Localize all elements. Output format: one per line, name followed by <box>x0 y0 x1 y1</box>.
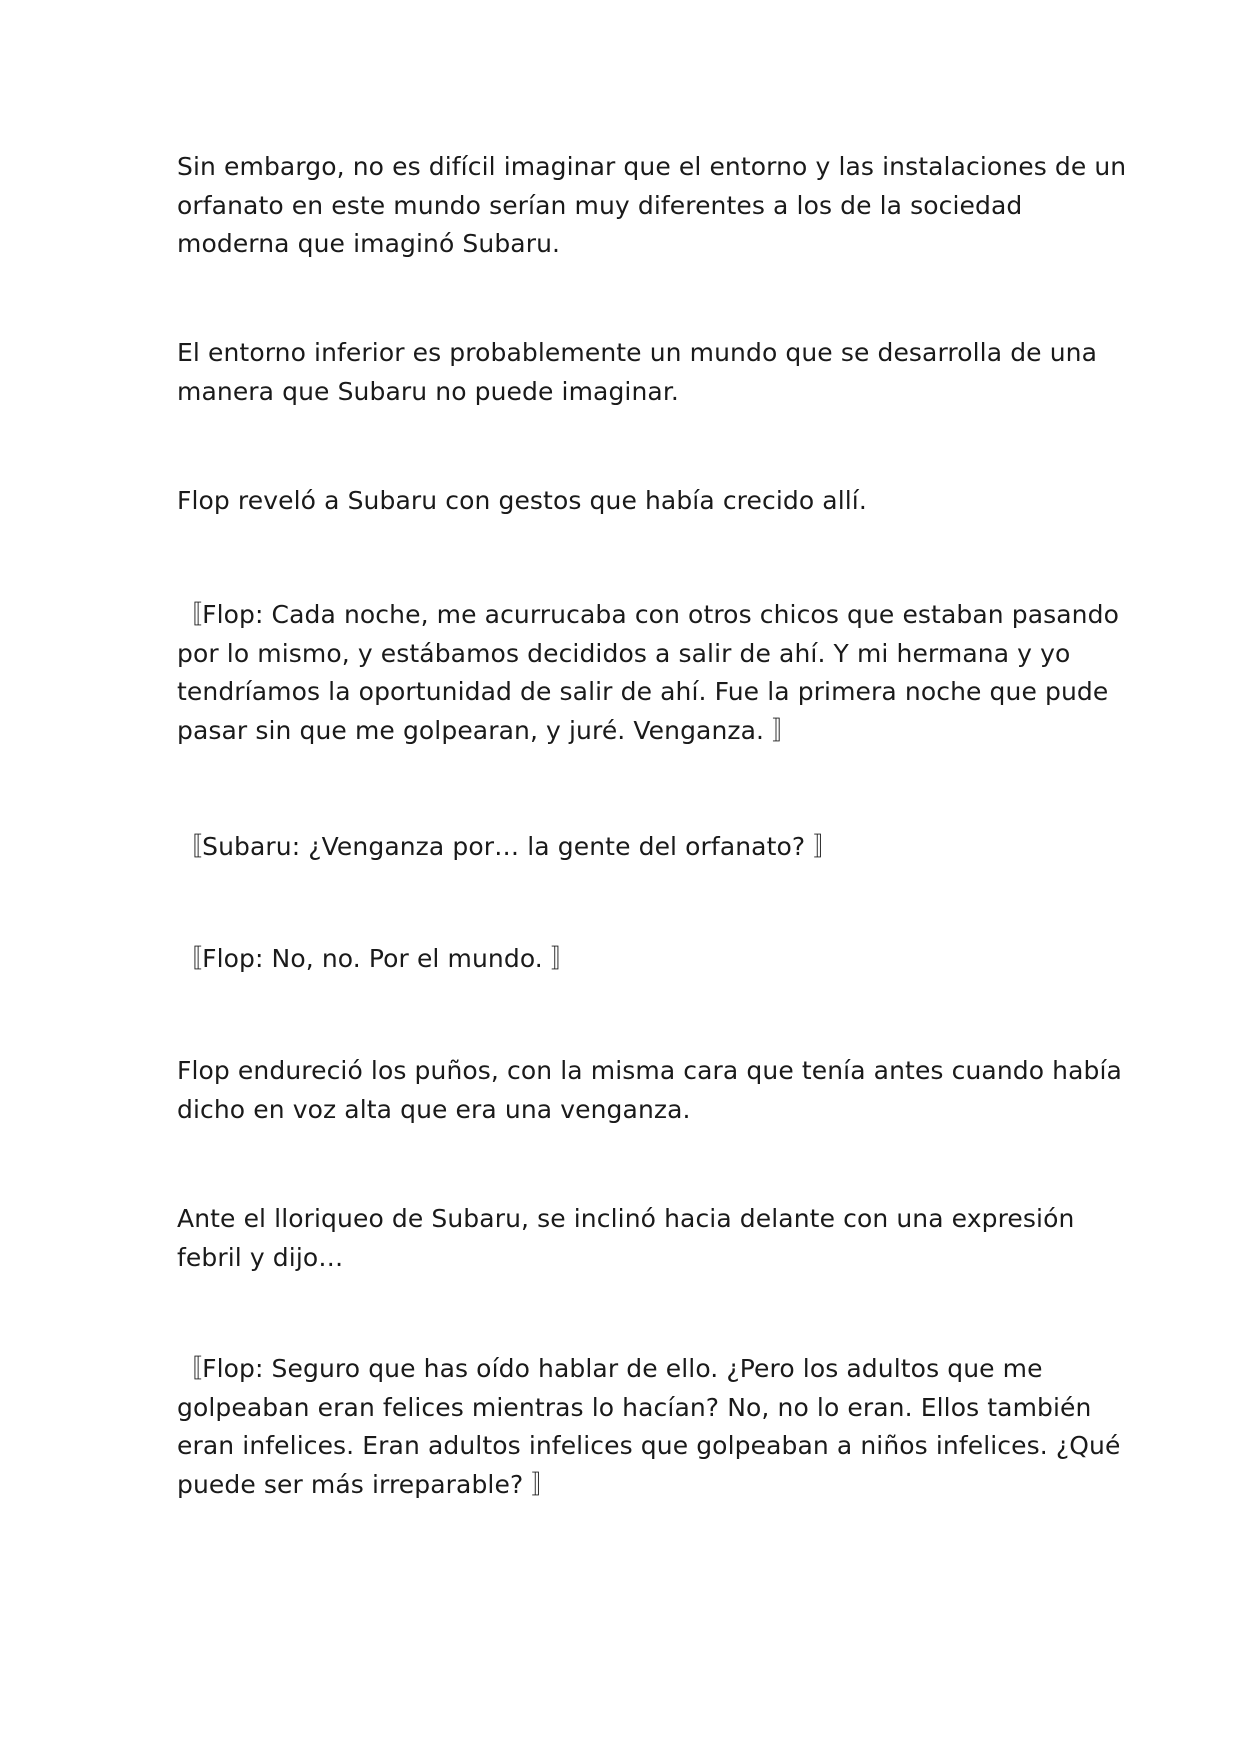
text-line: febril y dijo… <box>177 1242 344 1272</box>
text-line: moderna que imaginó Subaru. <box>177 229 561 258</box>
text-line: Flop endureció los puños, con la misma cara que tenía antes cuando había <box>177 1056 1122 1085</box>
paragraph-4 <box>177 1052 1122 1129</box>
text-line: Ante el lloriqueo de Subaru, se inclinó hacia delante con una expresión <box>177 1204 1075 1233</box>
text-line: orfanato en este mundo serían muy diferentes a los de la sociedad <box>177 190 1023 220</box>
text-line: golpeaban eran felices mientras lo hacían? No, no lo eran. Ellos también <box>177 1392 1092 1422</box>
text-line: El entorno inferior es probablemente un mundo que se desarrolla de una <box>177 338 1097 367</box>
text-line: 〚Subaru: ¿Venganza por… la gente del orfanato? 〛 <box>177 832 839 861</box>
text-line: puede ser más irreparable? 〛 <box>177 1469 557 1499</box>
dialogue-flop-1 <box>177 596 1119 750</box>
dialogue-subaru-1 <box>177 828 1087 867</box>
text-line: por lo mismo, y estábamos decididos a salir de ahí. Y mi hermana y yo <box>177 638 1071 668</box>
text-line: Sin embargo, no es difícil imaginar que el entorno y las instalaciones de un <box>177 152 1127 181</box>
text-line: pasar sin que me golpearan, y juré. Venganza. 〛 <box>177 715 798 745</box>
paragraph-1 <box>177 148 1127 264</box>
paragraph-5 <box>177 1200 1087 1277</box>
text-line: 〚Flop: No, no. Por el mundo. 〛 <box>177 944 576 973</box>
text-line: Flop reveló a Subaru con gestos que había crecido allí. <box>177 486 867 515</box>
paragraph-2 <box>177 334 1097 411</box>
dialogue-flop-3 <box>177 1350 1121 1504</box>
text-line: tendríamos la oportunidad de salir de ahí. Fue la primera noche que pude <box>177 677 1109 706</box>
text-line: eran infelices. Eran adultos infelices que golpeaban a niños infelices. ¿Qué <box>177 1431 1121 1460</box>
text-line: 〚Flop: Cada noche, me acurrucaba con otros chicos que estaban pasando <box>177 600 1119 629</box>
text-line: manera que Subaru no puede imaginar. <box>177 376 679 406</box>
dialogue-flop-2 <box>177 940 1087 979</box>
text-line: dicho en voz alta que era una venganza. <box>177 1094 691 1124</box>
text-line: 〚Flop: Seguro que has oído hablar de ello. ¿Pero los adultos que me <box>177 1354 1043 1383</box>
paragraph-3 <box>177 482 1087 521</box>
